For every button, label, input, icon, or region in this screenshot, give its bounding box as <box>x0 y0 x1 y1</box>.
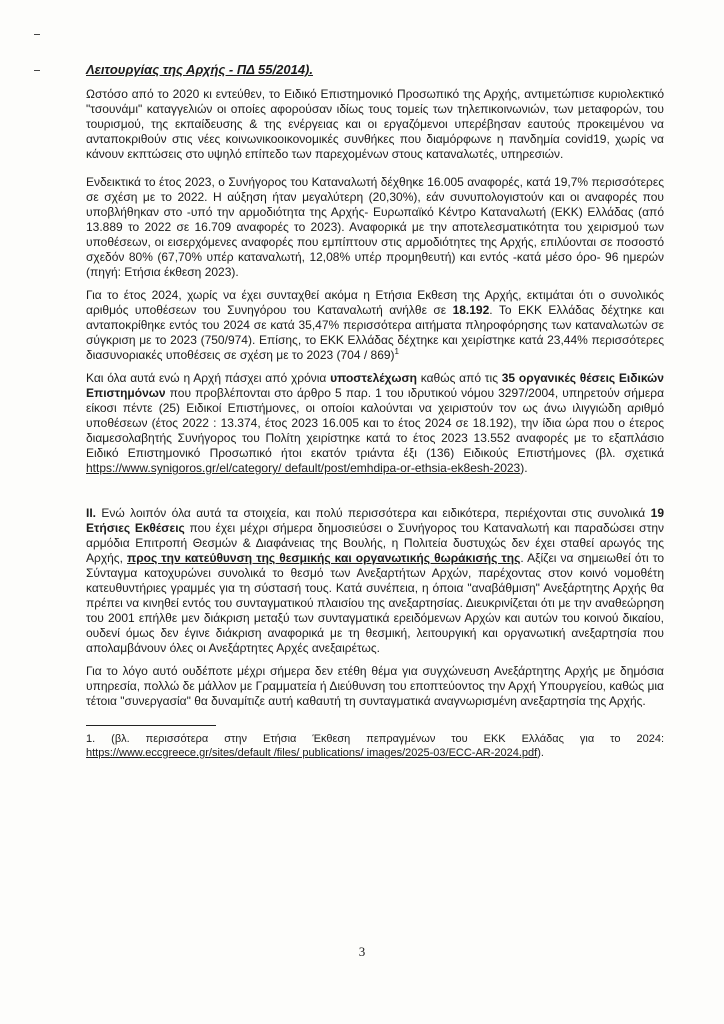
text-run: που έχει μέχρι σήμερα δημοσιεύσει ο Συνήγορος του Καταναλωτή και παραδώσει στην αρμόδια Επιτροπή Θεσμών & Διαφάνειας της Βουλής, η Πολιτεία δυστυχώς δεν έχει σταθεί αρωγός της Αρχής, <box>86 521 665 565</box>
section-number: II. <box>86 506 97 520</box>
bold-annual-reports: 19 Ετήσιες Εκθέσεις <box>86 506 664 535</box>
section-heading: Λειτουργίας της Αρχής - ΠΔ 55/2014). <box>86 62 313 77</box>
page-content <box>86 62 664 760</box>
bold-underlined-phrase: προς την κατεύθυνση της θεσμικής και οργανωτικής θωράκισής της <box>127 551 521 565</box>
text-run: . Το ΕΚΚ Ελλάδας δέχτηκε και ανταποκρίθηκε εντός του 2024 σε κατά 35,47% περισσότερα αιτήματα πληροφόρησης των καταναλωτών σε σύγκριση με το 2023 (750/974). Επίσης, το ΕΚΚ Ελλάδας δέχτηκε και χειρίστηκε κατά 23,44% περισσότερες διασυνοριακές υποθέσεις σε σχέση με το 2023 (704 / 869) <box>86 303 664 362</box>
text-run: Για το έτος 2024, χωρίς να έχει συνταχθεί ακόμα η Ετήσια Εκθεση της Αρχής, εκτιμάται ότι ο συνολικός αριθμός υποθέσεων του Συνηγόρου του Καταναλωτή ανήλθε σε <box>86 288 664 317</box>
text-run: καθώς από τις <box>417 371 502 385</box>
footnote-ref[interactable]: 1 <box>394 347 399 356</box>
paragraph-tsunami: Ωστόσο από το 2020 κι εντεύθεν, το Ειδικό Επιστημονικό Προσωπικό της Αρχής, αντιμετώπισε κυριολεκτικό "τσουνάμι" καταγγελιών οι οποίες αφορούσαν ιδίως τους τομείς των τηλεπικοινωνιών, των μεταφορών, του τουρισμού, της εκπαίδευσης & της ενέργειας και οι εργαζόμενοι υπερέβησαν εαυτούς προκειμένου να ανταποκριθούν στις νέες κοινωνικοοικονομικές συνθήκες που διαμόρφωνε η πανδημία covid19, χωρίς να κάνουν εκπτώσεις στο υψηλό επίπεδο των παρεχομένων στους καταναλωτές, υπηρεσιών. <box>86 87 664 161</box>
text-run: 1. (βλ. περισσότερα στην Ετήσια Έκθεση πεπραγμένων του ΕΚΚ Ελλάδας για το 2024: <box>86 733 664 745</box>
text-run: . Αξίζει να σημειωθεί ότι το Σύνταγμα κατοχυρώνει συνολικά το θεσμό των Ανεξαρτήτων Αρχών, παρέχοντας στον κοινό νομοθέτη κατευθυντήριες γραμμές για τη σύστασή τους. Κατά συνέπεια, η όποια "αναβάθμιση" Ανεξάρτητης Αρχής θα πρέπει να κινηθεί εντός του συνταγματικού πλαισίου της ανεξαρτησίας. Διευκρινίζεται ότι με την αναθεώρηση του 2001 επήλθε μεν διάκριση μεταξύ των συνταγματικά ερειδόμενων Αρχών και αυτών του κοινού δικαίου, ουδενί όμως δεν έγινε διάκριση αναφορικά με τη θεσμική, λειτουργική και οργανωτική ανεξαρτησία που απολαμβάνουν όλες οι Ανεξάρτητες Αρχές ανεξαιρέτως. <box>86 551 664 655</box>
text-run: ). <box>520 461 528 475</box>
margin-mark <box>34 34 40 35</box>
synigoros-link[interactable]: https://www.synigoros.gr/el/category/ default/post/emhdipa-or-ethsia-ek8esh-2023 <box>86 461 521 475</box>
footnote <box>86 732 664 760</box>
text-run: Και όλα αυτά ενώ η Αρχή πάσχει από χρόνια <box>86 371 331 385</box>
text-run: που προβλέπονται στο άρθρο 5 παρ. 1 του ιδρυτικού νόμου 3297/2004, υπηρετούν σήμερα είκοσι πέντε (25) Ειδικοί Επιστήμονες, οι οποίοι καλούνται να χειριστούν τον ως άνω ιλιγγιώδη αριθμό υποθέσεων (έτος 2022 : 13.374, έτος 2023 16.005 και το έτος 2024 σε 18.192), την ίδια ώρα που ο έτερος διαμεσολαβητής Συνήγορος του Πολίτη χειρίστηκε κατά το έτος 2023 13.552 αναφορές με το εξαπλάσιο Ειδικό Επιστημονικό Προσωπικό ήτοι εκατόν τριάντα έξι (136) Ειδικούς Επιστήμονες (βλ. σχετικά <box>86 386 664 460</box>
text-run: ). <box>537 747 544 759</box>
bold-total-cases: 18.192 <box>452 303 490 317</box>
bold-positions: 35 οργανικές θέσεις Ειδικών Επιστημόνων <box>86 371 664 400</box>
bold-understaffing: υποστελέχωση <box>330 371 417 385</box>
paragraph-2024-stats <box>86 288 664 363</box>
page-number: 3 <box>358 944 366 959</box>
footnote-divider <box>86 725 216 726</box>
ecc-report-link[interactable]: https://www.eccgreece.gr/sites/default /files/ publications/ images/2025-03/ECC-AR-2024.pdf <box>86 747 538 759</box>
text-run: Ενώ λοιπόν όλα αυτά τα στοιχεία, και πολύ περισσότερα και ειδικότερα, περιέχονται στις συνολικά <box>96 506 651 520</box>
paragraph-2023-stats: Ενδεικτικά το έτος 2023, ο Συνήγορος του Καταναλωτή δέχθηκε 16.005 αναφορές, κατά 19,7% περισσότερες σε σχέση με το 2022. Η αύξηση ήταν μεγαλύτερη (20,30%), εάν συνυπολογιστούν και οι αναφορές που υποβλήθηκαν στο -υπό την αρμοδιότητα της Αρχής- Ευρωπαϊκό Κέντρο Καταναλωτή (ΕΚΚ) Ελλάδας (από 13.889 το 2022 σε 16.709 αναφορές το 2023). Αναφορικά με την αποτελεσματικότητα του χειρισμού των υποθέσεων, οι εισερχόμενες αναφορές που εμπίπτουν στις αρμοδιότητες της Αρχής, επιλύονται σε ποσοστό σχεδόν 80% (67,70% υπέρ καταναλωτή, 12,08% υπέρ προμηθευτή) και εντός -κατά μέσο όρο- 96 ημερών (πηγή: Ετήσια έκθεση 2023). <box>86 175 664 279</box>
paragraph-merger: Για το λόγο αυτό ουδέποτε μέχρι σήμερα δεν ετέθη θέμα για συγχώνευση Ανεξάρτητης Αρχής με δημόσια υπηρεσία, πολλώ δε μάλλον με Γραμματεία ή Διεύθυνση του εποπτεύοντος την Αρχή Υπουργείου, καθώς μια τέτοια "συνεργασία" θα δυναμίτιζε αυτή καθαυτή τη συνταγματικά αναγνωρισμένη ανεξαρτησία της Αρχής. <box>86 664 664 708</box>
margin-mark <box>34 70 40 71</box>
paragraph-understaffing <box>86 371 664 476</box>
paragraph-section-ii <box>86 506 664 656</box>
